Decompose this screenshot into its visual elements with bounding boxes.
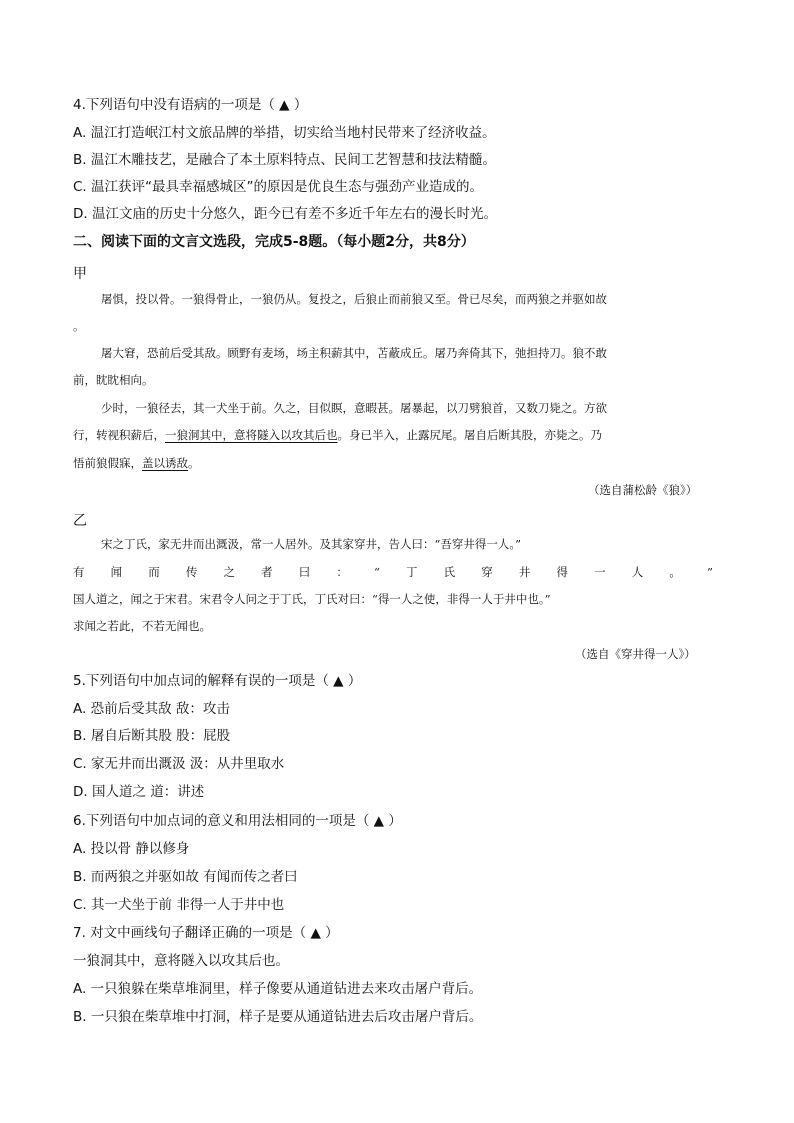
yi-p2-char: ： (336, 565, 348, 579)
q7-option-b: B. 一只狼在柴草堆中打洞，样子是要从通道钻进去后攻击屠户背后。 (73, 1009, 483, 1025)
jia-p3-line1: 少时，一狼径去，其一犬坐于前。久之，目似瞑，意暇甚。屠暴起，以刀劈狼首，又数刀毙之。方欲 (101, 401, 607, 415)
yi-p4: 求闻之若此，不若无闻也。 (73, 619, 211, 633)
jia-p2-line1: 屠大窘，恐前后受其敌。顾野有麦场，场主积薪其中，苫蔽成丘。屠乃奔倚其下，弛担持刀。狼不敢 (101, 346, 607, 360)
jia-p3-line2-pre: 行，转视积薪后， (73, 428, 165, 442)
underlined-sentence: 一狼洞其中，意将隧入以攻其后也 (165, 428, 338, 442)
q4-option-d: D. 温江文庙的历史十分悠久，距今已有差不多近千年左右的漫长时光。 (73, 206, 497, 222)
yi-p2-char: 闻 (110, 565, 123, 579)
yi-p2-char: 传 (185, 565, 198, 579)
q6-stem: 6.下列语句中加点词的意义和用法相同的一项是（ ▲ ） (73, 813, 402, 829)
jia-p1-line2: 。 (73, 319, 85, 333)
jia-p3-line3-pre: 悟前狼假寐， (73, 456, 142, 470)
q5-option-c: C. 家无井而出溉汲 汲：从井里取水 (73, 756, 285, 772)
q7-stem: 7. 对文中画线句子翻译正确的一项是（ ▲ ） (73, 925, 339, 941)
yi-p2 (73, 564, 713, 581)
q6-option-a: A. 投以骨 静以修身 (73, 841, 190, 857)
q7-sentence: 一狼洞其中，意将隧入以攻其后也。 (73, 953, 289, 969)
jia-p3-line3 (73, 455, 200, 472)
yi-p2-char: 而 (148, 565, 160, 579)
underlined-phrase: 盖以诱敌 (142, 456, 188, 470)
jia-p3-line2-post: 。身已半入，止露尻尾。屠自后断其股，亦毙之。乃 (337, 428, 602, 442)
yi-p2-char: 之 (223, 565, 235, 579)
jia-p2-line2: 前，眈眈相向。 (73, 373, 154, 387)
yi-p2-char: 丁 (406, 565, 418, 579)
yi-p2-char: 有 (73, 565, 85, 579)
yi-p1: 宋之丁氏，家无井而出溉汲，常一人居外。及其家穿井，告人曰：“吾穿井得一人。” (101, 537, 522, 551)
q4-option-b: B. 温江木雕技艺，是融合了本土原料特点、民间工艺智慧和技法精髓。 (73, 152, 496, 168)
yi-p2-char: 井 (518, 565, 531, 579)
yi-source: （选自《穿井得一人》） (575, 647, 696, 661)
q4-stem: 4.下列语句中没有语病的一项是（ ▲ ） (73, 97, 308, 113)
q4-option-c: C. 温江获评“最具幸福感城区”的原因是优良生态与强劲产业造成的。 (73, 179, 483, 195)
yi-p2-char: 一 (594, 565, 606, 579)
section-2-title: 二、阅读下面的文言文选段，完成5-8题。（每小题2分，共8分） (73, 234, 475, 250)
jia-p3-line2 (73, 427, 602, 444)
q5-stem: 5.下列语句中加点词的解释有误的一项是（ ▲ ） (73, 673, 362, 689)
passage-yi-label: 乙 (73, 513, 87, 529)
q5-option-d: D. 国人道之 道：讲述 (73, 784, 205, 800)
yi-p2-char: 者 (261, 565, 273, 579)
passage-jia-label: 甲 (73, 266, 87, 282)
jia-p1-line1: 屠惧，投以骨。一狼得骨止，一狼仍从。复投之，后狼止而前狼又至。骨已尽矣，而两狼之并驱如故 (101, 292, 607, 306)
q4-option-a: A. 温江打造岷江村文旅品牌的举措，切实给当地村民带来了经济收益。 (73, 125, 496, 141)
yi-p2-char: 得 (556, 565, 569, 579)
yi-p2-char: ” (707, 565, 713, 579)
yi-p2-char: 曰 (298, 565, 311, 579)
q6-option-b: B. 而两狼之并驱如故 有闻而传之者曰 (73, 869, 298, 885)
q7-option-a: A. 一只狼躲在柴草堆洞里，样子像要从通道钻进去来攻击屠户背后。 (73, 981, 483, 997)
yi-p2-char: 。 (669, 565, 681, 579)
q5-option-b: B. 屠自后断其股 股：屁股 (73, 728, 231, 744)
q5-option-a: A. 恐前后受其敌 敌：攻击 (73, 701, 230, 717)
yi-p2-char: 氏 (443, 565, 456, 579)
jia-source: （选自蒲松龄《狼》） (588, 483, 698, 497)
jia-p3-line3-post: 。 (188, 456, 200, 470)
yi-p2-char: 人 (631, 565, 644, 579)
q6-option-c: C. 其一犬坐于前 非得一人于井中也 (73, 897, 285, 913)
yi-p2-char: “ (374, 565, 380, 579)
yi-p2-char: 穿 (481, 565, 493, 579)
yi-p3: 国人道之，闻之于宋君。宋君令人问之于丁氏，丁氏对曰：“得一人之使，非得一人于井中也。” (73, 592, 551, 606)
